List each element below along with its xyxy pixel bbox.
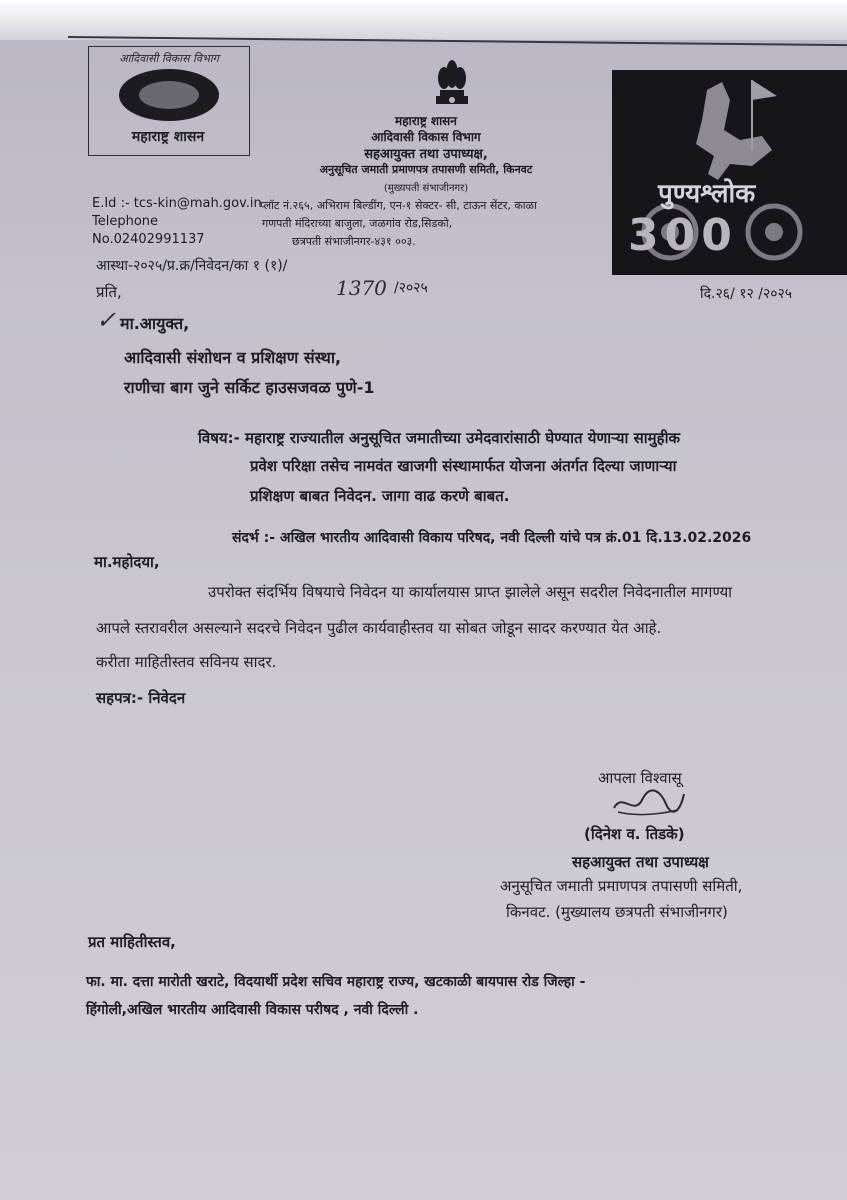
logo-top-text: आदिवासी विकास विभाग xyxy=(119,52,219,65)
recipient-line-3: राणीचा बाग जुने सर्किट हाउसजवळ पुणे-1 xyxy=(124,378,375,397)
subject-line-3: प्रशिक्षण बाबत निवेदन. जागा वाढ करणे बाबत. xyxy=(250,487,510,505)
recipient-prefix: प्रति, xyxy=(96,283,122,301)
closing-yours: आपला विश्वासू xyxy=(598,769,682,787)
enclosure-text: सहपत्र:- निवेदन xyxy=(96,689,186,707)
email-text: E.Id :- tcs-kin@mah.gov.in xyxy=(92,196,262,211)
committee-line-2: किनवट. (मुख्यालय छत्रपती संभाजीनगर) xyxy=(506,903,728,921)
reference-number-handwritten: 1370 xyxy=(336,276,387,300)
letter-date: दि.२६/ १२ /२०२५ xyxy=(700,286,793,302)
telephone-number: No.02402991137 xyxy=(92,232,205,247)
page-top-edge xyxy=(0,0,847,40)
subject-line-2: प्रवेश परिक्षा तसेच नामवंत खाजगी संस्थामार्फत योजना अंतर्गत दिल्या जाणाऱ्या xyxy=(250,457,677,475)
address-line-1: प्लॉट नं.२६५, अभिराम बिल्डींग, एन-१ सेक्टर- सी, टाऊन सेंटर, काळा xyxy=(260,199,537,212)
header-line-5: (मुख्यपती संभाजीनगर) xyxy=(383,183,469,194)
body-line-3: करीता माहितीस्तव सविनय सादर. xyxy=(96,653,277,671)
header-line-1: महाराष्ट्र शासन xyxy=(395,114,457,128)
reference-number-prefix: आस्था-२०२५/प्र.क्र/निवेदन/का १ (१)/ xyxy=(96,258,288,274)
punyashlok-text: पुण्यश्लोक xyxy=(658,179,756,209)
telephone-label: Telephone xyxy=(92,214,159,229)
address-line-3: छत्रपती संभाजीनगर-४३१ ००३. xyxy=(292,235,416,248)
copy-line-2: हिंगोली,अखिल भारतीय आदिवासी विकास परीषद , नवी दिल्ली . xyxy=(86,1002,419,1018)
header-line-3: सहआयुक्त तथा उपाध्यक्ष, xyxy=(364,147,488,162)
signatory-designation: सहआयुक्त तथा उपाध्यक्ष xyxy=(572,853,709,871)
copy-heading: प्रत माहितीस्तव, xyxy=(88,933,176,951)
number-300-text: 300 xyxy=(628,210,738,261)
address-line-2: गणपती मंदिराच्या बाजुला, जळगांव रोड,सिडको, xyxy=(262,217,453,230)
reference-letter-line: संदर्भ :- अखिल भारतीय आदिवासी विकाय परिषद, नवी दिल्ली यांचे पत्र क्रं.01 दि.13.02.2026 xyxy=(232,530,752,546)
punyashlok-300-logo xyxy=(612,70,847,275)
reference-number-suffix: /२०२५ xyxy=(394,280,428,296)
tick-mark-icon: ✓ xyxy=(96,306,117,334)
recipient-line-2: आदिवासी संशोधन व प्रशिक्षण संस्था, xyxy=(124,348,342,367)
body-line-2: आपले स्तरावरील असल्याने सदरचे निवेदन पुढील कार्यवाहीस्तव या सोबत जोडून सादर करण्यात येत आहे. xyxy=(96,619,662,637)
signatory-name: (दिनेश व. तिडके) xyxy=(584,825,685,843)
department-logo-box xyxy=(88,46,250,156)
signature-icon xyxy=(608,786,688,822)
recipient-line-1: मा.आयुक्त, xyxy=(120,314,190,333)
header-line-4: अनुसूचित जमाती प्रमाणपत्र तपासणी समिती, किनवट xyxy=(319,163,533,176)
header-line-2: आदिवासी विकास विभाग xyxy=(371,130,481,144)
committee-line-1: अनुसूचित जमाती प्रमाणपत्र तपासणी समिती, xyxy=(500,877,743,895)
salutation: मा.महोदया, xyxy=(94,553,160,571)
subject-line-1: विषय:- महाराष्ट्र राज्यातील अनुसूचित जमातीच्या उमेदवारांसाठी घेण्यात येणाऱ्या सामुहीक xyxy=(198,429,680,447)
department-emblem-icon xyxy=(119,69,219,121)
body-line-1: उपरोक्त संदर्भिय विषयाचे निवेदन या कार्यालयास प्राप्त झालेले असून सदरील निवेदनातील मागण्या xyxy=(208,583,733,601)
ashoka-emblem-icon xyxy=(432,56,472,108)
copy-line-1: फा. मा. दत्ता मारोती खराटे, विदयार्थी प्रदेश सचिव महाराष्ट्र राज्य, खटकाळी बायपास रोड जिल्हा - xyxy=(86,974,586,990)
logo-bottom-text: महाराष्ट्र शासन xyxy=(131,129,205,145)
